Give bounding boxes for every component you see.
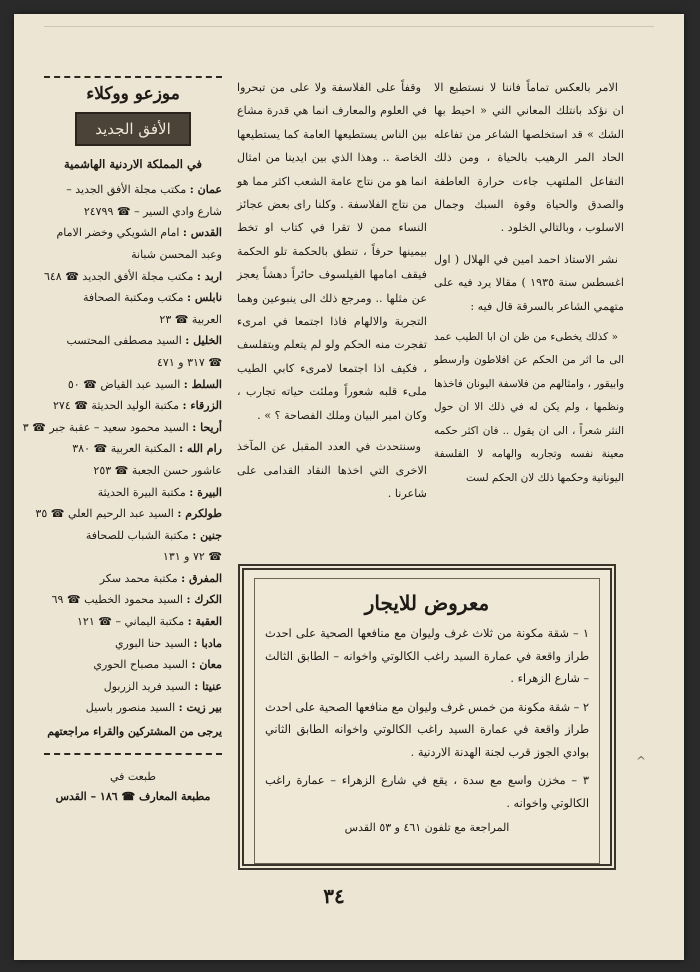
sidebar-notice: يرجى من المشتركين والقراء مراجعتهم	[47, 725, 222, 739]
article-paragraph: وقفاً على الفلاسفة ولا على من تبحروا في العلوم والمعارف انما هي قدرة مشاع بين الناس يستطيعها العامة كما يستطيعها الخاصة .. وهذا الذي بين ايدينا من امثال انما هو من نتاج عامة الشعب اكثر مما هو من نتاج الفلاسفة . وكلنا راى بعض عجائز النساء ممن لا تقرا في كتاب او تخط بيمينها حرفاً ، تنطق بالحكمة تلو الحكمة فيقف امامها الفيلسوف حائراً دهشاً يعجز عن مثلها .. ومرجع ذلك الى ينبوعين وهما التجربة والالهام فاذا اجتمعا في امرىء تفجرت منه الحكم ولو لم يتعلم ويتفلسف ، فكيف اذا اجتمعا لامرىء كابي الطيب ملىء قلبه شعوراً وملئت حياته تجارب ، وكان امير البيان وملك الفصاحة ؟ » .	[237, 81, 427, 422]
agent-line	[22, 417, 222, 439]
article-column-right	[434, 76, 624, 498]
agent-text: مكتبة محمد سكر	[99, 571, 178, 585]
agent-text: ☎ ٣١٧ و ٤٧١	[157, 355, 222, 369]
printer-credit	[44, 767, 222, 807]
agent-city: رام الله :	[179, 442, 222, 456]
agent-city: اربد :	[196, 269, 222, 283]
agent-city: الخليل :	[185, 334, 222, 348]
agent-line	[44, 438, 222, 460]
agent-text: عاشور حسن الجعبة ☎ ٢٥٣	[93, 463, 222, 477]
agent-text: السيد مصباح الحوري	[93, 658, 188, 672]
rental-ad-title: معروض للايجار	[364, 591, 490, 615]
agent-city: عمان :	[189, 183, 222, 197]
agent-text: مكتبة الوليد الحديثة ☎ ٢٧٤	[53, 399, 180, 413]
sidebar-subtitle: في المملكة الاردنية الهاشمية	[63, 156, 203, 171]
agent-city: المفرق :	[181, 571, 222, 585]
agent-city: طولكرم :	[177, 507, 222, 521]
magazine-logo: الأفق الجديد	[75, 112, 191, 146]
agent-city: العقبة :	[187, 615, 222, 629]
sidebar-bottom-rule	[44, 753, 222, 755]
agent-line	[44, 460, 222, 482]
agent-city: أريحا :	[192, 420, 222, 434]
agent-city: الكرك :	[186, 593, 222, 607]
agent-text: المكتبة العربية ☎ ٣٨٠	[72, 442, 176, 456]
rental-ad-item: ٢ – شقة مكونة من خمس غرف وليوان مع منافعها الصحية على احدث طراز واقعة في عمارة السيد راغب الكالوتي واخوانه الطابق الثاني بوادي الجوز قرب لجنة الهدنة الاردنية .	[265, 700, 589, 759]
agent-city: القدس :	[182, 226, 222, 240]
rental-ad-contact: المراجعة مع تلفون ٤٦١ و ٥٣ القدس	[344, 821, 510, 834]
agent-line	[44, 244, 222, 266]
rental-ad-item: ٣ – مخزن واسع مع سدة ، يقع في شارع الزهراء – عمارة راغب الكالوتي واخوانه .	[265, 774, 589, 810]
agent-line	[44, 654, 222, 676]
agent-line	[44, 309, 222, 331]
agent-text: مكتبة اليماني – ☎ ١٢١	[77, 615, 185, 629]
article-paragraph: الامر بالعكس تماماً فاننا لا نستطيع الا ان نؤكد بانتلك المعاني التي « احيط بها الشك » قد استخلصها الشاعر من تفاعله الحاد المر الرهيب بالحياة ، ومن ذلك التفاعل الملتهب جاءت حرارة العاطفة والصدق والحياة وقوة السبك وجمال الاسلوب ، وبالتالي الخلود .	[434, 81, 624, 235]
page-number: ٣٤	[323, 884, 345, 908]
agent-line	[44, 546, 222, 568]
agent-text: السيد فريد الزربول	[103, 679, 191, 693]
agent-line	[44, 525, 222, 547]
printed-at-label: طبعت في	[109, 769, 157, 783]
agent-line	[44, 330, 222, 352]
distributors-sidebar	[22, 76, 222, 807]
rental-ad-inner	[254, 578, 600, 864]
agent-text: السيد حنا البوري	[114, 636, 191, 650]
agent-text: مكتب مجلة الأفق الجديد –	[66, 183, 187, 197]
margin-mark: ^	[636, 754, 647, 768]
agent-line	[44, 374, 222, 396]
article-paragraph: نشر الاستاذ احمد امين في الهلال ( اول اغسطس سنة ١٩٣٥ ) مقالا يرد فيه على متهمي الشاعر بالسرقة قال فيه :	[434, 252, 624, 313]
agent-text: السيد عبد الرحيم العلي ☎ ٣٥	[35, 507, 174, 521]
agent-text: العربية ☎ ٢٣	[159, 312, 222, 326]
agent-line	[44, 633, 222, 655]
agent-line	[44, 611, 222, 633]
agent-city: السلط :	[183, 377, 222, 391]
agent-line	[44, 222, 222, 244]
agent-text: مكتب ومكتبة الصحافة	[83, 291, 184, 305]
agent-line	[44, 287, 222, 309]
agent-line	[44, 697, 222, 719]
agent-text: السيد منصور باسيل	[85, 701, 176, 715]
agent-text: وعبد المحسن شبانة	[131, 247, 222, 261]
article-column-middle	[237, 76, 427, 513]
agent-text: السيد مصطفى المحتسب	[66, 334, 182, 348]
agent-city: الزرقاء :	[182, 399, 222, 413]
article-quote: « كذلك يخطىء من ظن ان ابا الطيب عمد الى ما اثر من الحكم عن افلاطون وارسطو وابيقور ، وامثالهم من فلاسفة اليونان فاخذها ونظمها ، ولم يكن له في ذلك الا ان حول النثر شعراً ، الى ان يقول .. فان اكثر حكمه معينة نفسه وتجاربه والهامه لا الفلسفة اليونانية وحكمها ذلك لان الحكم لست	[434, 331, 624, 484]
agent-city: جنين :	[192, 528, 222, 542]
agent-text: ☎ ٧٢ و ١٣١	[162, 550, 222, 564]
agent-text: السيد محمود الخطيب ☎ ٦٩	[51, 593, 183, 607]
agent-city: البيرة :	[189, 485, 222, 499]
agent-city: معان :	[191, 658, 222, 672]
agent-text: مكتبة الشباب للصحافة	[85, 528, 189, 542]
agents-list	[22, 179, 222, 719]
agent-line	[44, 266, 222, 288]
agent-text: السيد عبد القياض ☎ ٥٠	[67, 377, 181, 391]
sidebar-top-rule	[44, 76, 222, 78]
agent-line	[44, 179, 222, 201]
rental-ad-item: ١ – شقة مكونة من ثلاث غرف وليوان مع منافعها الصحية على احدث طراز واقعة في عمارة السيد راغب الكالوتي واخوانه – الطابق الثالث – شارع الزهراء .	[265, 627, 589, 685]
rental-ad-box	[238, 564, 616, 870]
agent-line	[44, 568, 222, 590]
agent-line	[44, 482, 222, 504]
agent-line	[35, 503, 222, 525]
sidebar-title: موزعو ووكلاء	[86, 84, 180, 104]
agent-text: السيد محمود سعيد – عقبة جبر ☎ ٣	[22, 420, 189, 434]
agent-city: بير زيت :	[178, 701, 222, 715]
agent-text: مكتبة البيرة الحديثة	[97, 485, 186, 499]
agent-text: امام الشويكي وخضر الامام	[56, 226, 180, 240]
agent-line	[44, 201, 222, 223]
agent-line	[44, 676, 222, 698]
agent-city: عنيتا :	[194, 679, 222, 693]
article-paragraph: وسنتحدث في العدد المقبل عن المآخذ الاخرى التي اخذها النقاد القدامى على شاعرنا .	[237, 440, 427, 500]
agent-line	[44, 395, 222, 417]
magazine-page	[14, 14, 684, 960]
agent-line	[44, 589, 222, 611]
agent-text: مكتب مجلة الأفق الجديد ☎ ٦٤٨	[43, 269, 194, 283]
agent-city: مادبا :	[193, 636, 222, 650]
agent-city: نابلس :	[186, 291, 222, 305]
printer-name: مطبعة المعارف ☎ ١٨٦ – القدس	[55, 789, 211, 803]
top-rule	[44, 26, 654, 27]
agent-text: شارع وادي السير – ☎ ٢٤٧٩٩	[83, 204, 222, 218]
agent-line	[44, 352, 222, 374]
